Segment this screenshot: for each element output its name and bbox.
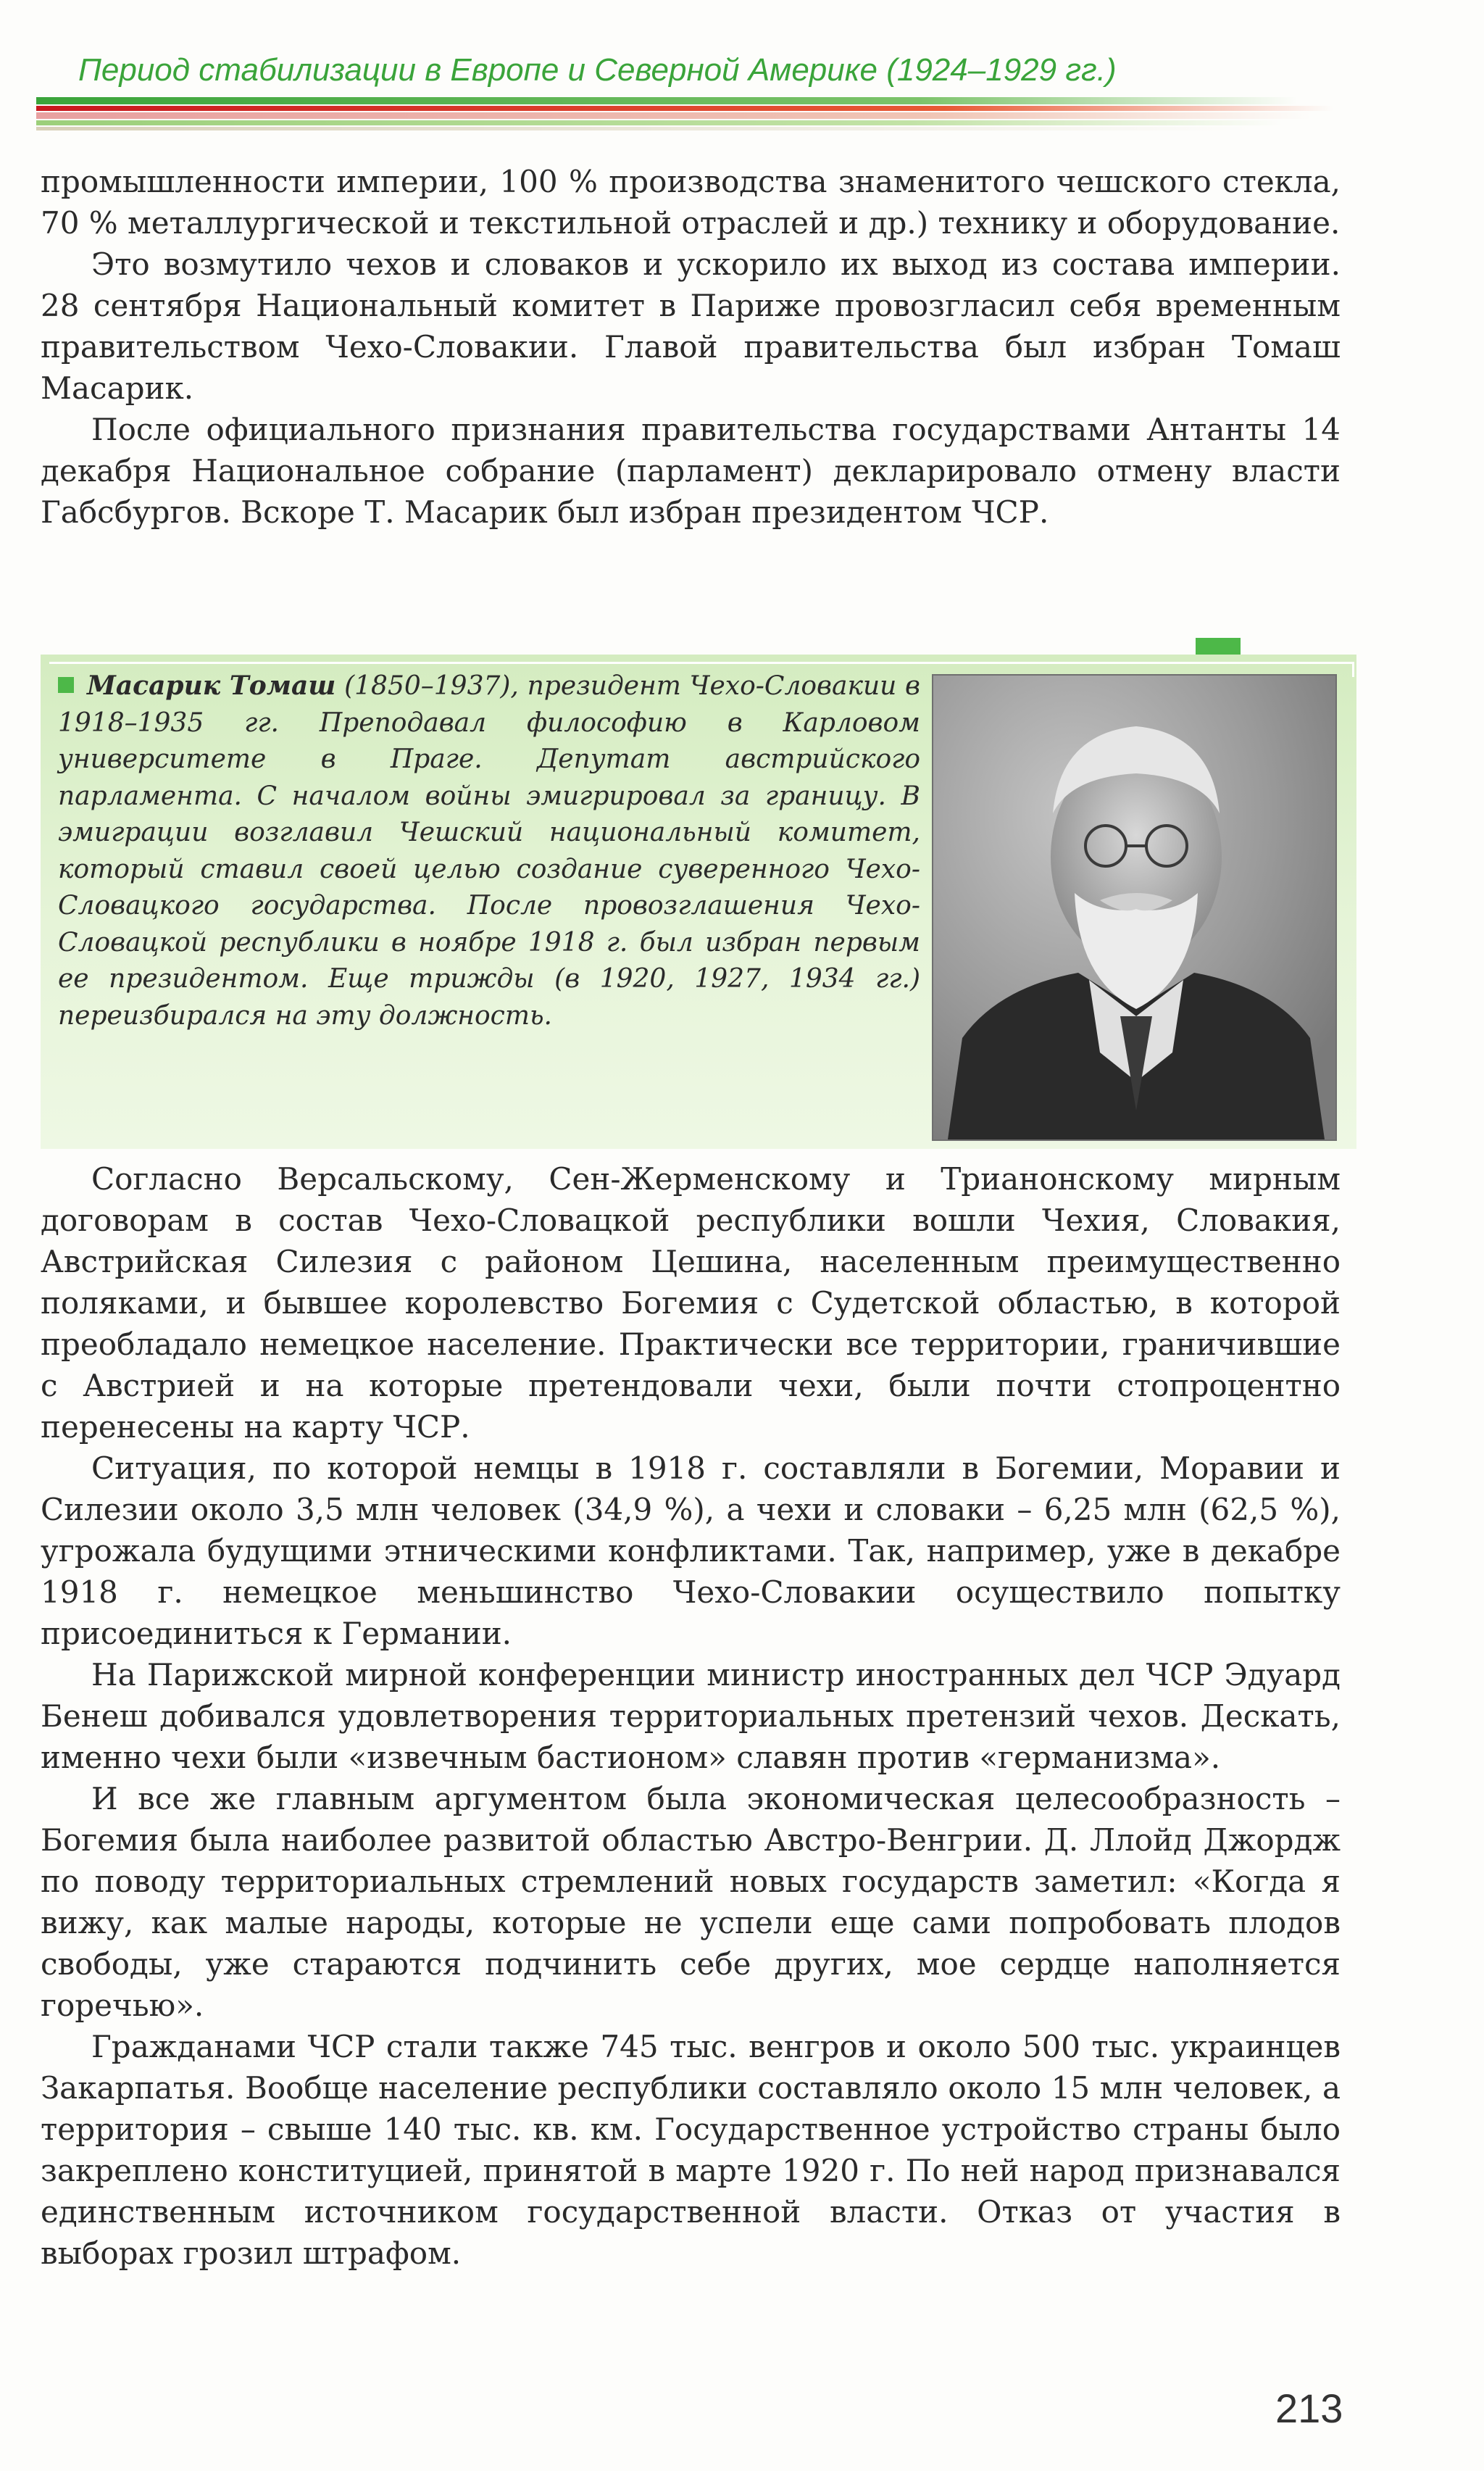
paragraph: Согласно Версальскому, Сен-Жерменскому и Трианонскому мирным договорам в состав Чехо-Словацкой республики вошли Чехия, Словакия, Австрийская Силезия с районом Цешина, населенным преимущественно поляками, и бывшее королевство Богемия с Судетской областью, в которой преобладало немецкое население. Практически все территории, граничившие с Австрией и на которые претендовали чехи, были почти стопроцентно перенесены на карту ЧСР. <box>41 1161 1341 1445</box>
biography-text <box>58 668 920 1034</box>
biography-description: (1850–1937), президент Чехо-Словакии в 1918–1935 гг. Преподавал философию в Карловом университете в Праге. Депутат австрийского парламента. С началом войны эмигрировал за границу. В эмиграции возглавил Чешский национальный комитет, который ставил своей целью создание суверенного Чехо-Словацкого государства. После провозглашения Чехо-Словацкой республики в ноябре 1918 г. был избран первым ее президентом. Еще трижды (в 1920, 1927, 1934 гг.) переизбирался на эту должность. <box>58 671 920 1031</box>
paragraph: промышленности империи, 100 % производства знаменитого чешского стекла, 70 % металлургической и текстильной отраслей и др.) технику и оборудование. <box>41 164 1341 241</box>
paragraph: Гражданами ЧСР стали также 745 тыс. венгров и около 500 тыс. украинцев Закарпатья. Вообще население республики составляло около 15 млн человек, а территория – свыше 140 тыс. кв. км. Государственное устройство страны было закреплено конституцией, принятой в марте 1920 г. По ней народ признавался единственным источником государственной власти. Отказ от участия в выборах грозил штрафом. <box>41 2029 1341 2271</box>
green-square-icon <box>58 677 74 693</box>
page-number: 213 <box>1275 2385 1343 2431</box>
biography-name: Масарик Томаш <box>87 670 336 701</box>
top-text-block <box>41 161 1341 533</box>
paragraph: После официального признания правительства государствами Антанты 14 декабря Национальное собрание (парламент) декларировало отмену власти Габсбургов. Вскоре Т. Масарик был избран президентом ЧСР. <box>41 412 1341 530</box>
paragraph: Ситуация, по которой немцы в 1918 г. составляли в Богемии, Моравии и Силезии около 3,5 млн человек (34,9 %), а чехи и словаки – 6,25 млн (62,5 %), угрожала будущими этническими конфликтами. Так, например, уже в декабре 1918 г. немецкое меньшинство Чехо-Словакии осуществило попытку присоединиться к Германии. <box>41 1450 1341 1651</box>
biography-box <box>41 655 1356 1149</box>
running-header-title: Период стабилизации в Европе и Северной Америке (1924–1929 гг.) <box>78 52 1117 88</box>
paragraph: На Парижской мирной конференции министр иностранных дел ЧСР Эдуард Бенеш добивался удовлетворения территориальных претензий чехов. Дескать, именно чехи были «извечным бастионом» славян против «германизма». <box>41 1657 1341 1775</box>
bottom-text-block <box>41 1158 1341 2274</box>
header-decorative-stripes <box>36 97 1341 141</box>
paragraph: И все же главным аргументом была экономическая целесообразность – Богемия была наиболее развитой областью Австро-Венгрии. Д. Ллойд Джордж по поводу территориальных стремлений новых государств заметил: «Когда я вижу, как малые народы, которые не успели еще сами попробовать плодов свободы, уже стараются подчинить себе других, мое сердце наполняется горечью». <box>41 1781 1341 2023</box>
paragraph: Это возмутило чехов и словаков и ускорило их выход из состава империи. 28 сентября Национальный комитет в Париже провозгласил себя временным правительством Чехо-Словакии. Главой правительства был избран Томаш Масарик. <box>41 246 1341 406</box>
portrait-photo <box>932 674 1337 1141</box>
